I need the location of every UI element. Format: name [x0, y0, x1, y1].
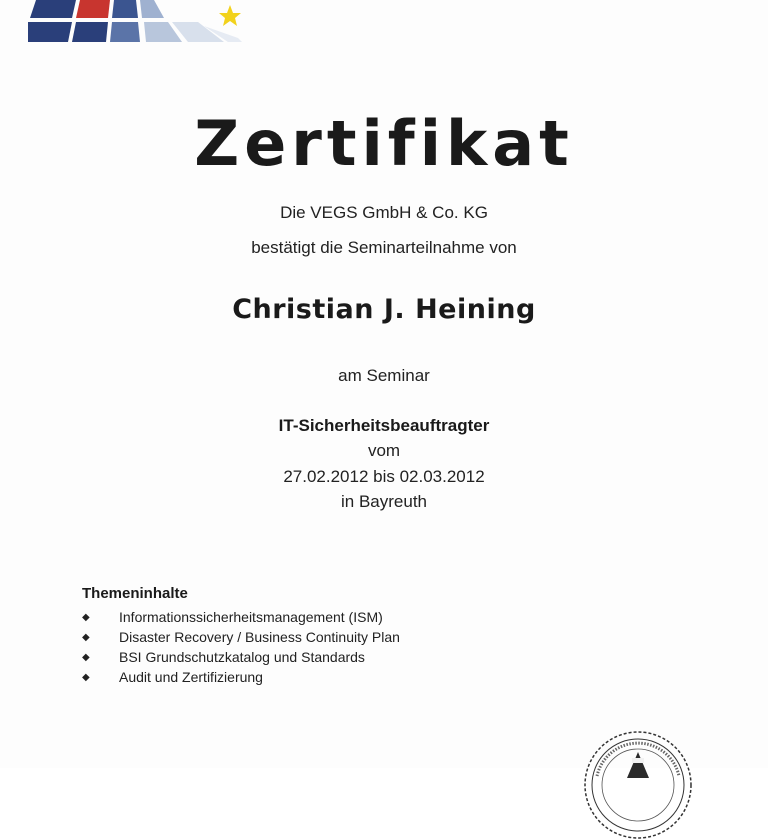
diamond-bullet-icon: ◆ [82, 651, 90, 663]
diamond-bullet-icon: ◆ [82, 631, 90, 643]
topic-label: BSI Grundschutzkatalog und Standards [119, 649, 365, 665]
seminar-intro: am Seminar [338, 366, 430, 385]
vegs-logo-icon [28, 0, 258, 48]
confirm-line: bestätigt die Seminarteilnahme von [251, 238, 517, 257]
list-item [82, 667, 400, 687]
from-word: vom [367, 441, 401, 460]
seminar-name: IT-Sicherheitsbeauftragter [278, 416, 490, 435]
topic-label: Disaster Recovery / Business Continuity Plan [119, 629, 400, 645]
topic-label: Informationssicherheitsmanagement (ISM) [119, 609, 383, 625]
topics-heading: Themeninhalte [82, 585, 188, 602]
topics-list [82, 607, 400, 687]
diamond-bullet-icon: ◆ [82, 611, 90, 623]
location: in Bayreuth [341, 492, 427, 511]
participant-name: Christian J. Heining [232, 294, 536, 325]
diamond-bullet-icon: ◆ [82, 671, 90, 683]
certificate-title: Zertifikat [194, 107, 574, 180]
list-item [82, 647, 400, 667]
topic-label: Audit und Zertifizierung [119, 669, 263, 685]
list-item [82, 607, 400, 627]
date-range: 27.02.2012 bis 02.03.2012 [283, 467, 485, 486]
star-icon [219, 5, 241, 26]
list-item [82, 627, 400, 647]
issuer-line: Die VEGS GmbH & Co. KG [280, 203, 488, 222]
certification-seal-icon [583, 730, 693, 840]
